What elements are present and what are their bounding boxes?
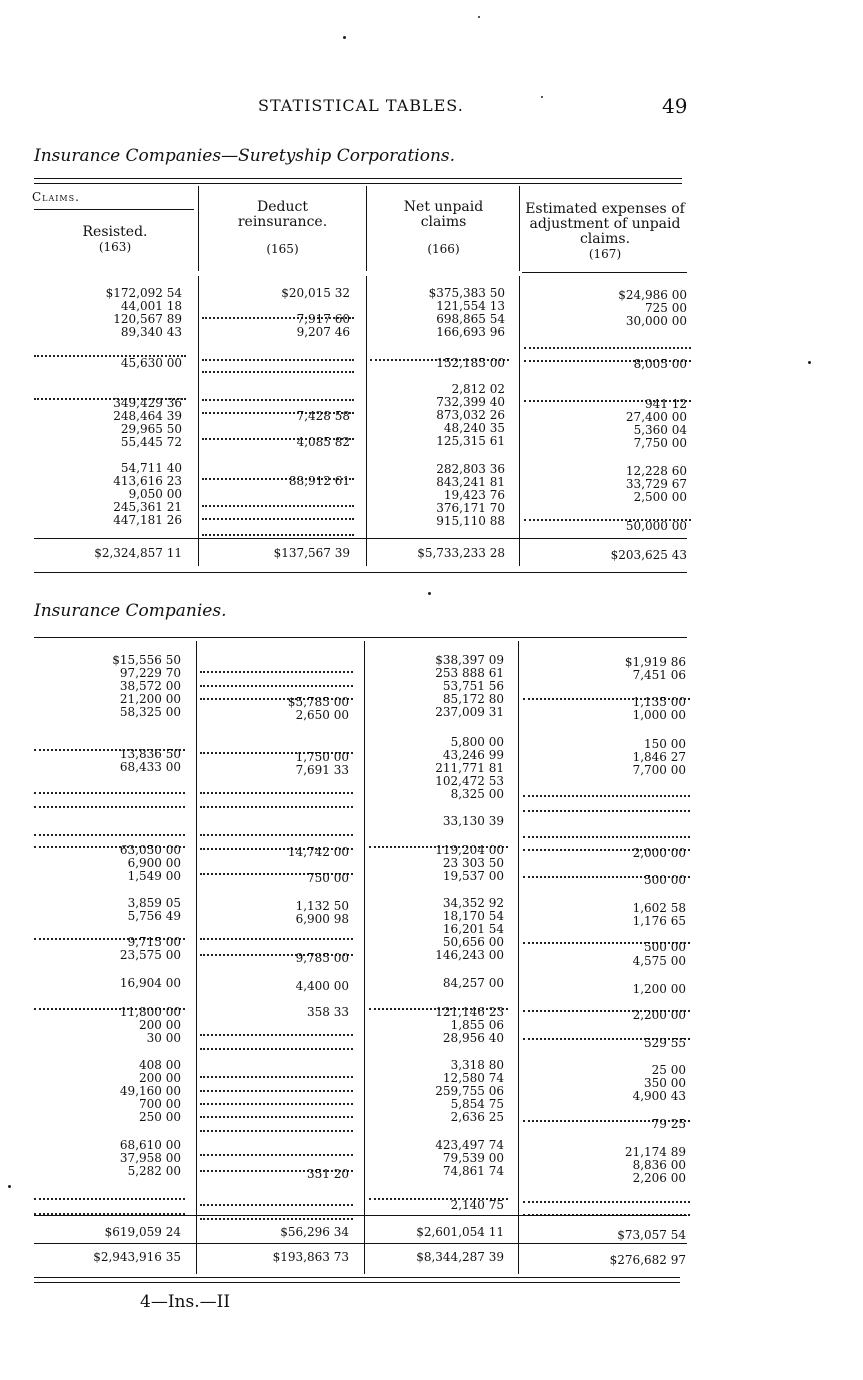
table-cell-value: 349,429 36: [113, 396, 182, 410]
table-cell-value: $15,556 50: [112, 653, 181, 667]
table-cell-value: 447,181 26: [113, 513, 182, 527]
table-cell-value: 58,325 00: [119, 705, 181, 719]
table-cell-value: 4,085 82: [296, 435, 350, 449]
page-bottom-rule-2: [34, 1282, 680, 1283]
table-cell-value: 351 20: [307, 1167, 349, 1181]
subtotals-rule: [34, 1215, 687, 1216]
dot-leader: [200, 1130, 353, 1132]
table-cell-value: 6,900 98: [295, 912, 349, 926]
table-cell-value: 2,200 00: [632, 1008, 686, 1022]
table-cell-value: 6,900 00: [127, 856, 181, 870]
table-cell-value: 2,650 00: [295, 708, 349, 722]
table-cell-value: 43,246 99: [442, 748, 504, 762]
table-cell-value: 237,009 31: [435, 705, 504, 719]
table-cell-value: $20,015 32: [281, 286, 350, 300]
table-cell-value: 19,423 76: [443, 488, 505, 502]
table-cell-value: 941 12: [645, 397, 687, 411]
dot-leader: [202, 359, 354, 361]
table-cell-value: 7,691 33: [295, 763, 349, 777]
dot-leader: [200, 1090, 353, 1092]
column-divider: [519, 276, 520, 566]
grand-total-net-unpaid: $8,344,287 39: [416, 1250, 504, 1264]
subtotal-net-unpaid: $2,601,054 11: [416, 1225, 504, 1239]
table-cell-value: 48,240 35: [443, 421, 505, 435]
table-cell-value: 63,050 00: [119, 843, 181, 857]
column-divider: [198, 276, 199, 566]
column-divider: [196, 641, 197, 1274]
table-cell-value: 698,865 54: [436, 312, 505, 326]
table-cell-value: $24,986 00: [618, 288, 687, 302]
dot-leader: [200, 1034, 353, 1036]
table-cell-value: 3,318 80: [450, 1058, 504, 1072]
table-cell-value: $38,397 09: [435, 653, 504, 667]
table-cell-value: 2,206 00: [632, 1171, 686, 1185]
table-cell-value: 7,428 58: [296, 409, 350, 423]
table-cell-value: 5,800 00: [450, 735, 504, 749]
table-cell-value: $1,919 86: [624, 655, 686, 669]
table-cell-value: 1,750 00: [295, 750, 349, 764]
running-header-title: STATISTICAL TABLES.: [258, 96, 464, 115]
print-speck: [343, 36, 346, 39]
table-cell-value: 37,958 00: [119, 1151, 181, 1165]
subtotal-expenses: $73,057 54: [617, 1228, 686, 1242]
claims-underline: [34, 209, 194, 210]
table-cell-value: 79 25: [651, 1117, 686, 1131]
table-cell-value: 18,170 54: [442, 909, 504, 923]
section-end-rule: [34, 572, 687, 573]
grand-totals-rule: [34, 1243, 687, 1244]
print-speck: [808, 361, 811, 364]
dot-leader: [200, 1116, 353, 1118]
table-cell-value: 33,729 67: [625, 477, 687, 491]
table-cell-value: 150 00: [644, 737, 686, 751]
total-resisted: $2,324,857 11: [94, 546, 182, 560]
table-cell-value: 89,340 43: [120, 325, 182, 339]
table-cell-value: 2,812 02: [451, 382, 505, 396]
table-cell-value: 74,861 74: [442, 1164, 504, 1178]
print-speck: [428, 592, 431, 595]
table-cell-value: 245,361 21: [113, 500, 182, 514]
dot-leader: [200, 1076, 353, 1078]
table-cell-value: 21,174 89: [624, 1145, 686, 1159]
table-cell-value: 97,229 70: [119, 666, 181, 680]
table-cell-value: 5,756 49: [127, 909, 181, 923]
table-cell-value: 248,464 39: [113, 409, 182, 423]
table-cell-value: 79,539 00: [442, 1151, 504, 1165]
table-cell-value: 54,711 40: [120, 461, 182, 475]
table-cell-value: 2,500 00: [633, 490, 687, 504]
table-cell-value: 16,201 54: [442, 922, 504, 936]
table-cell-value: 19,537 00: [442, 869, 504, 883]
table-cell-value: 376,171 70: [436, 501, 505, 515]
header-divider: [198, 186, 199, 271]
section-title-insurance-companies: Insurance Companies.: [34, 601, 227, 621]
column-divider: [364, 641, 365, 1274]
table-cell-value: 1,132 50: [295, 899, 349, 913]
dot-leader: [200, 1048, 353, 1050]
header-divider: [366, 186, 367, 271]
dot-leader: [200, 806, 353, 808]
table-cell-value: 12,228 60: [625, 464, 687, 478]
column-header-label: Deduct reinsurance.: [237, 199, 328, 230]
table-cell-value: 68,433 00: [119, 760, 181, 774]
table-cell-value: 750 00: [307, 871, 349, 885]
table-cell-value: 358 33: [307, 1005, 349, 1019]
table-cell-value: 5,854 75: [450, 1097, 504, 1111]
table-cell-value: 121,554 13: [436, 299, 505, 313]
column-header-code: (165): [266, 242, 299, 256]
column-header-net-unpaid: [372, 200, 515, 257]
dot-leader: [34, 792, 185, 794]
table-cell-value: 500 00: [644, 873, 686, 887]
table-cell-value: 3,859 05: [127, 896, 181, 910]
table-cell-value: 500 00: [644, 940, 686, 954]
table-cell-value: 49,160 00: [119, 1084, 181, 1098]
dot-leader: [202, 534, 354, 536]
table-cell-value: 68,610 00: [119, 1138, 181, 1152]
table-top-rule: [34, 178, 682, 179]
header-divider: [519, 186, 520, 271]
table-cell-value: 44,001 18: [120, 299, 182, 313]
dot-leader: [200, 938, 353, 940]
total-net-unpaid: $5,733,233 28: [417, 546, 505, 560]
table-cell-value: $172,092 54: [105, 286, 182, 300]
table-cell-value: 102,472 53: [435, 774, 504, 788]
dot-leader: [34, 806, 185, 808]
table-cell-value: 8,836 00: [632, 1158, 686, 1172]
total-reinsurance: $137,567 39: [273, 546, 350, 560]
dot-leader: [200, 685, 353, 687]
dot-leader: [200, 792, 353, 794]
column-header-label: Resisted.: [82, 224, 148, 240]
table-cell-value: 120,567 89: [113, 312, 182, 326]
dot-leader: [523, 1201, 690, 1203]
dot-leader: [202, 505, 354, 507]
table-cell-value: 16,904 00: [119, 976, 181, 990]
table-cell-value: 121,146 23: [435, 1005, 504, 1019]
table-cell-value: 282,803 36: [436, 462, 505, 476]
table-cell-value: 529 55: [644, 1036, 686, 1050]
header-bottom-rule: [522, 272, 687, 273]
table-cell-value: $375,383 50: [428, 286, 505, 300]
column-header-code: (163): [98, 240, 132, 254]
subtotal-reinsurance: $56,296 34: [280, 1225, 349, 1239]
table-cell-value: 915,110 88: [436, 514, 505, 528]
table-cell-value: 211,771 81: [435, 761, 504, 775]
dot-leader: [34, 1198, 185, 1200]
table-cell-value: 4,575 00: [632, 954, 686, 968]
dot-leader: [200, 1154, 353, 1156]
table-cell-value: 23 303 50: [442, 856, 504, 870]
column-header-label: Net unpaid claims: [403, 199, 484, 230]
table-cell-value: 33,130 39: [442, 814, 504, 828]
table-cell-value: 53,751 56: [442, 679, 504, 693]
table-cell-value: 1,602 58: [632, 901, 686, 915]
table-cell-value: 23,575 00: [119, 948, 181, 962]
table-cell-value: 1,855 06: [450, 1018, 504, 1032]
table-cell-value: 30 00: [146, 1031, 181, 1045]
table-cell-value: 725 00: [645, 301, 687, 315]
table-cell-value: 27,400 00: [625, 410, 687, 424]
table-cell-value: 2,000 00: [632, 846, 686, 860]
table-cell-value: 1,135 00: [632, 695, 686, 709]
table-cell-value: 2,636 25: [450, 1110, 504, 1124]
table-cell-value: 28,956 40: [442, 1031, 504, 1045]
table-cell-value: 13,836 50: [119, 747, 181, 761]
table-cell-value: 85,172 80: [442, 692, 504, 706]
table-cell-value: 11,800 00: [119, 1005, 181, 1019]
table-cell-value: 259,755 06: [435, 1084, 504, 1098]
table-cell-value: 9,715 00: [127, 935, 181, 949]
table-cell-value: 9,207 46: [296, 325, 350, 339]
print-speck: [541, 96, 543, 98]
dot-leader: [200, 1218, 353, 1220]
table-cell-value: 9,785 00: [295, 951, 349, 965]
totals-rule: [34, 538, 687, 539]
table-cell-value: 7,700 00: [632, 763, 686, 777]
table-cell-value: 1,176 65: [632, 914, 686, 928]
subtotal-resisted: $619,059 24: [104, 1225, 181, 1239]
table2-top-rule: [34, 637, 687, 638]
dot-leader: [200, 671, 353, 673]
table-cell-value: 1,200 00: [632, 982, 686, 996]
table-cell-value: 8,005 00: [633, 357, 687, 371]
table-top-rule-2: [34, 183, 682, 184]
column-header-reinsurance: [205, 200, 360, 257]
dot-leader: [200, 834, 353, 836]
table-cell-value: 5,360 04: [633, 423, 687, 437]
dot-leader: [202, 399, 354, 401]
dot-leader: [523, 836, 690, 838]
signature-mark: 4—Ins.—II: [140, 1292, 231, 1312]
table-cell-value: 1,000 00: [632, 708, 686, 722]
table-cell-value: 732,399 40: [436, 395, 505, 409]
print-speck: [478, 16, 480, 18]
table-cell-value: 200 00: [139, 1018, 181, 1032]
table-cell-value: 7,750 00: [633, 436, 687, 450]
column-header-label: Estimated expenses of adjustment of unpaid claims.: [525, 201, 685, 247]
claims-group-label: Claims.: [32, 190, 80, 204]
dot-leader: [523, 795, 690, 797]
table-cell-value: 350 00: [644, 1076, 686, 1090]
column-header-estimated-expenses: [524, 202, 686, 262]
dot-leader: [523, 810, 690, 812]
table-cell-value: 1,846 27: [632, 750, 686, 764]
table-cell-value: 29,965 50: [120, 422, 182, 436]
table-cell-value: 700 00: [139, 1097, 181, 1111]
table-cell-value: 14,742 00: [287, 845, 349, 859]
column-divider: [366, 276, 367, 566]
table-cell-value: 25 00: [651, 1063, 686, 1077]
dot-leader: [200, 1204, 353, 1206]
table-cell-value: 2,140 75: [450, 1198, 504, 1212]
grand-total-expenses: $276,682 97: [609, 1253, 686, 1267]
table-cell-value: 84,257 00: [442, 976, 504, 990]
table-cell-value: 12,580 74: [442, 1071, 504, 1085]
table-cell-value: 152,185 00: [436, 356, 505, 370]
grand-total-resisted: $2,943,916 35: [93, 1250, 181, 1264]
table-cell-value: 4,900 43: [632, 1089, 686, 1103]
table-cell-value: 7,451 06: [632, 668, 686, 682]
dot-leader: [202, 518, 354, 520]
print-speck: [8, 1185, 11, 1188]
table-cell-value: 55,445 72: [120, 435, 182, 449]
table-cell-value: 423,497 74: [435, 1138, 504, 1152]
table-cell-value: 5,282 00: [127, 1164, 181, 1178]
table-cell-value: 50,656 00: [442, 935, 504, 949]
table-cell-value: 88,912 61: [288, 474, 350, 488]
section-title-suretyship: Insurance Companies—Suretyship Corporations.: [34, 146, 456, 166]
table-cell-value: 119,204 00: [435, 843, 504, 857]
table-cell-value: 843,241 81: [436, 475, 505, 489]
table-cell-value: 1,549 00: [127, 869, 181, 883]
page-bottom-rule: [34, 1277, 680, 1278]
table-cell-value: 9,050 00: [128, 487, 182, 501]
dot-leader: [34, 834, 185, 836]
table-cell-value: 45,630 00: [120, 356, 182, 370]
table-cell-value: 4,400 00: [295, 979, 349, 993]
table-cell-value: 30,000 00: [625, 314, 687, 328]
table-cell-value: 50,000 00: [625, 519, 687, 533]
table-cell-value: 7,917 60: [296, 312, 350, 326]
table-cell-value: 8,325 00: [450, 787, 504, 801]
table-cell-value: 413,616 23: [113, 474, 182, 488]
table-cell-value: 408 00: [139, 1058, 181, 1072]
table-cell-value: 250 00: [139, 1110, 181, 1124]
dot-leader: [202, 371, 354, 373]
dot-leader: [524, 347, 691, 349]
table-cell-value: 200 00: [139, 1071, 181, 1085]
table-cell-value: 146,243 00: [435, 948, 504, 962]
column-divider: [518, 641, 519, 1274]
table-cell-value: 38,572 00: [119, 679, 181, 693]
grand-total-reinsurance: $193,863 73: [272, 1250, 349, 1264]
page-number: 49: [662, 94, 688, 118]
table-cell-value: 21,200 00: [119, 692, 181, 706]
column-header-resisted: [40, 225, 190, 255]
table-cell-value: $5,785 00: [287, 695, 349, 709]
table-cell-value: 125,315 61: [436, 434, 505, 448]
table-cell-value: 253 888 61: [435, 666, 504, 680]
dot-leader: [200, 1103, 353, 1105]
column-header-code: (167): [588, 247, 622, 261]
table-cell-value: 34,352 92: [442, 896, 504, 910]
column-header-code: (166): [427, 242, 460, 256]
total-expenses: $203,625 43: [610, 548, 687, 562]
table-cell-value: 166,693 96: [436, 325, 505, 339]
table-cell-value: 873,032 26: [436, 408, 505, 422]
